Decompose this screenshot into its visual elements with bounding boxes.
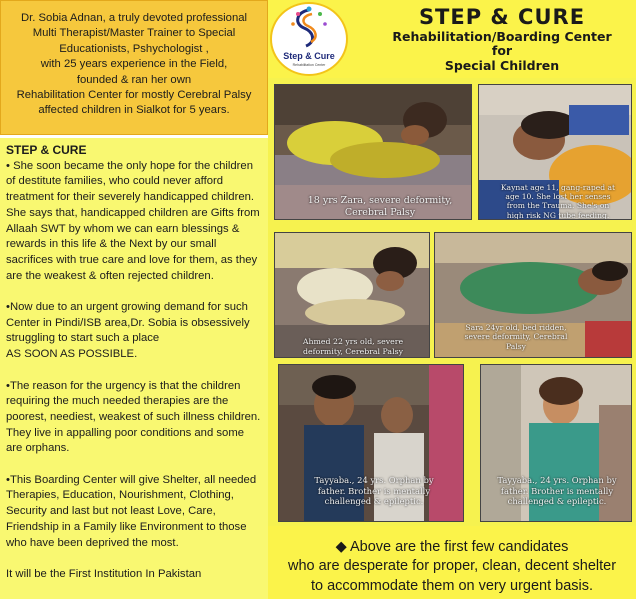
spacer xyxy=(6,457,264,473)
spacer xyxy=(6,284,264,300)
text-line: AS SOON AS POSSIBLE. xyxy=(6,348,138,361)
caption-line: challenged & epileptic. xyxy=(507,496,607,507)
intro-line: affected children in Sialkot for 5 years. xyxy=(38,104,230,117)
caption-line: severe deformity, Cerebral xyxy=(464,332,568,342)
intro-line: with 25 years experience in the Field, xyxy=(40,58,228,71)
caption-tayyaba-brother xyxy=(289,475,459,507)
caption-line: age 10. She lost her senses xyxy=(505,192,611,202)
text-line: requiring the much needed therapies are the xyxy=(6,395,229,408)
text-line-cut: It will be the First Institution In Pakistan xyxy=(6,567,202,580)
text-line: Center in Pindi/ISB area,Dr. Sobia is obsessively xyxy=(6,316,250,329)
photo-kaynat xyxy=(478,84,632,220)
text-line: rewards in this life & the Next by our small xyxy=(6,238,217,251)
intro-line: Educationists, Pshychologist , xyxy=(59,42,209,55)
text-line: treatment for their severely handicapped children. xyxy=(6,191,255,204)
intro-line: Dr. Sobia Adnan, a truly devoted professional xyxy=(20,12,248,24)
text-line: Friendship in a Family like Environment to those xyxy=(6,520,247,533)
header-for: for xyxy=(491,43,513,58)
caption-line: Palsy xyxy=(506,341,526,351)
header-title: STEP & CURE xyxy=(418,5,586,29)
header-title-block xyxy=(368,4,636,74)
intro-line: Multi Therapist/Master Trainer to Special xyxy=(32,27,236,40)
caption-line: deformity, Cerebral Palsy xyxy=(303,346,403,356)
text-line: •This Boarding Center will give Shelter, all needed xyxy=(6,473,257,486)
section-heading: STEP & CURE xyxy=(6,143,87,157)
text-line: struggling to start such a place xyxy=(6,332,160,345)
paragraph-hope xyxy=(6,159,264,285)
text-line: • She soon became the only hope for the children xyxy=(6,159,253,172)
text-line: sacrifices with true care and love for them, as they xyxy=(6,253,258,266)
intro-line: Rehabilitation Center for mostly Cerebral Palsy xyxy=(16,89,252,102)
footer-line: to accommodate them on very urgent basis. xyxy=(310,577,594,594)
step-cure-logo xyxy=(270,2,348,76)
photo-tayyaba-brother xyxy=(278,364,464,522)
logo-subtitle: Rehabilitation Center xyxy=(292,63,326,67)
text-line: are the weakest & often rejected children. xyxy=(6,269,214,282)
footer-message xyxy=(268,526,636,599)
caption-line: Cerebral Palsy xyxy=(344,207,416,218)
caption-line: father. Brother is mentally xyxy=(317,485,431,496)
caption-line: Tayyaba., 24 yrs. Orphan by xyxy=(314,475,434,485)
paragraph-urgency xyxy=(6,379,264,458)
caption-line: from the Trauma. She's on xyxy=(506,201,610,211)
photo-grid xyxy=(268,78,636,526)
caption-tayyaba xyxy=(481,475,632,507)
intro-line: founded & ran her own xyxy=(76,73,192,86)
intro-panel xyxy=(0,0,268,135)
spacer xyxy=(6,551,264,567)
paragraph-shelter xyxy=(6,473,264,552)
header-subtitle: Rehabilitation/Boarding Center xyxy=(392,29,612,44)
caption-line: challenged & epileptic. xyxy=(324,496,424,507)
footer-line: who are desperate for proper, clean, decent shelter xyxy=(287,558,617,575)
text-line: •The reason for the urgency is that the children xyxy=(6,379,241,392)
text-line: •Now due to an urgent growing demand for such xyxy=(6,301,248,314)
caption-line: Tayyaba., 24 yrs. Orphan by xyxy=(497,475,617,485)
caption-line: Kaynat age 11, gang-raped at xyxy=(500,183,616,192)
text-line: poorest, neediest, weakest of such illness children. xyxy=(6,410,261,423)
text-line: She says that, handicapped children are Gifts from xyxy=(6,206,260,219)
text-line: Security and last but not least Love, Care, xyxy=(6,505,216,518)
photo-zara xyxy=(274,84,472,220)
caption-sara xyxy=(441,323,591,351)
photo-tayyaba xyxy=(480,364,632,522)
description-panel xyxy=(0,138,268,599)
header-audience: Special Children xyxy=(444,58,560,73)
photo-ahmed xyxy=(274,232,430,358)
caption-line: father. Brother is mentally xyxy=(500,485,614,496)
text-line: Therapies, Education, Nourishment, Clothing, xyxy=(6,489,234,502)
caption-line: Ahmed 22 yrs old, severe xyxy=(302,337,404,346)
text-line: Allaah SWT by whom we can earn blessings & xyxy=(6,222,240,235)
text-line: They live in appalling poor conditions and some xyxy=(6,426,245,439)
caption-ahmed xyxy=(275,337,430,356)
caption-line: high risk NG tube feeding. xyxy=(506,210,610,220)
caption-line: Sara 24yr old, bed ridden, xyxy=(465,323,567,332)
paragraph-demand xyxy=(6,300,264,363)
text-line: who have been deprived the most. xyxy=(6,536,179,549)
header-banner xyxy=(268,0,636,78)
footer-line: ◆ Above are the first few candidates xyxy=(335,539,569,555)
text-line: are orphans. xyxy=(6,442,70,455)
caption-kaynat xyxy=(483,183,632,220)
spacer xyxy=(6,363,264,379)
photo-sara xyxy=(434,232,632,358)
caption-zara xyxy=(295,195,465,219)
logo-name: Step & Cure xyxy=(283,51,335,61)
text-line: of destitute families, who could never afford xyxy=(6,175,224,188)
caption-line: 18 yrs Zara, severe deformity, xyxy=(307,195,453,206)
